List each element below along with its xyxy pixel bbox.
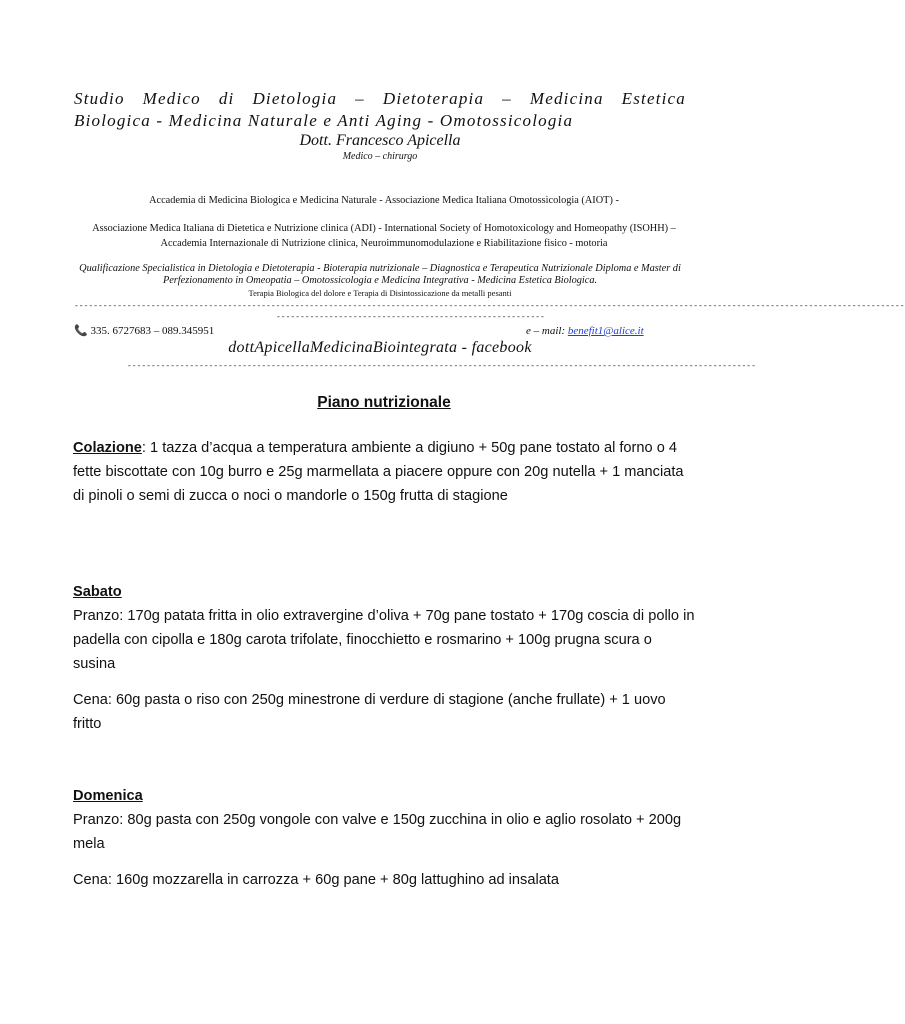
associations-line2: Associazione Medica Italiana di Dietetica e Nutrizione clinica (ADI) - International Society of Homotoxicology and Homeopathy (ISOHH) – Accademia Internazionale di Nutrizione clinica, Neuroimmunomodulazione e Riabilitazione fisico - motoria	[92, 223, 676, 249]
domenica-pranzo: Pranzo: 80g pasta con 250g vongole con valve e 150g zucchina in olio e aglio rosolato + 200g mela	[73, 812, 682, 852]
divider-short: --------------------------------------------------------	[276, 313, 545, 322]
email-link[interactable]: benefit1@alice.it	[567, 325, 644, 337]
email-label: e – mail:	[526, 325, 568, 337]
email-line	[526, 324, 644, 338]
domenica-heading: Domenica	[73, 788, 143, 804]
associations-line1: Accademia di Medicina Biologica e Medicina Naturale - Associazione Medica Italiana Omotossicologia (AIOT) -	[149, 195, 619, 206]
doctor-role: Medico – chirurgo	[342, 151, 418, 162]
sabato-cena: Cena: 60g pasta o riso con 250g minestrone di verdure di stagione (anche frullate) + 1 uovo fritto	[73, 692, 666, 732]
plan-title: Piano nutrizionale	[317, 394, 451, 411]
colazione-paragraph	[73, 436, 698, 508]
facebook-handle: dottApicellaMedicinaBiointegrata - facebook	[228, 339, 532, 356]
phone-numbers: 📞 335. 6727683 – 089.345951	[74, 325, 215, 337]
qualification-text: Qualificazione Specialistica in Dietologia e Dietoterapia - Bioterapia nutrizionale – Diagnostica e Terapeutica Nutrizionale Diploma e Master di Perfezionamento in Omeopatia – Omotossicologia e Medicina Integrativa - Medicina Estetica Biologica.	[79, 263, 681, 286]
divider-long: -----------------------------------------------------------------------------------------------------------------------------------------------------------------------------	[74, 302, 905, 311]
sabato-heading: Sabato	[73, 584, 122, 600]
therapy-text: Terapia Biologica del dolore e Terapia di Disintossicazione da metalli pesanti	[248, 288, 512, 298]
doctor-name: Dott. Francesco Apicella	[299, 132, 461, 149]
domenica-cena: Cena: 160g mozzarella in carrozza + 60g pane + 80g lattughino ad insalata	[73, 872, 559, 888]
divider-mid: -----------------------------------------------------------------------------------------------------------------------------------	[127, 362, 756, 371]
studio-title-line2: Biologica - Medicina Naturale e Anti Aging - Omotossicologia	[74, 111, 574, 130]
qualifications	[78, 263, 682, 300]
sabato-pranzo: Pranzo: 170g patata fritta in olio extravergine d’oliva + 70g pane tostato + 170g coscia di pollo in padella con cipolla e 180g carota trifolate, finocchietto e rosmarino + 100g prugna scura o susina	[73, 608, 695, 672]
colazione-text: : 1 tazza d’acqua a temperatura ambiente a digiuno + 50g pane tostato al forno o 4 fette biscottate con 10g burro e 25g marmellata a piacere oppure con 20g nutella + 1 manciata di pinoli o semi di zucca o noci o mandorle o 150g frutta di stagione	[73, 440, 684, 504]
studio-title	[74, 88, 686, 132]
studio-title-line1: Studio Medico di Dietologia – Dietoterapia – Medicina Estetica	[74, 89, 686, 108]
colazione-label: Colazione	[73, 440, 142, 456]
